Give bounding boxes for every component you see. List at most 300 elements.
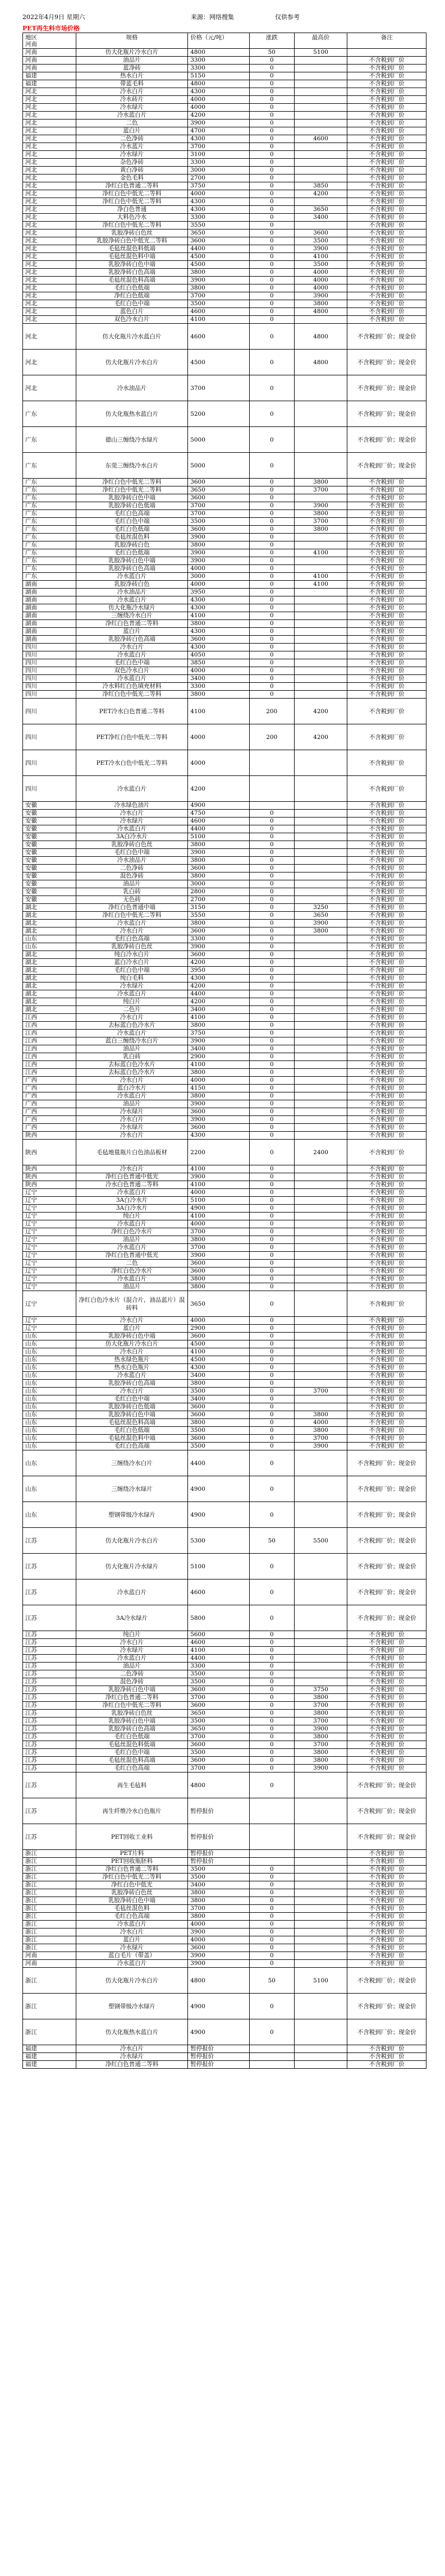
cell-remark: 不含税到厂价 [369, 1317, 405, 1324]
cell-high: 3800 [295, 479, 348, 486]
cell-change: 0 [250, 1435, 295, 1442]
cell-change: 0 [250, 1960, 295, 1967]
cell-region: 福建 [23, 2053, 76, 2060]
cell-spec: 油品片 [76, 1100, 188, 1108]
table-row [22, 1124, 426, 1132]
table-row [22, 1061, 426, 1069]
cell-remark: 不含税到厂价 [369, 1631, 405, 1638]
cell-spec: 净红白色普通二等料 [76, 1694, 188, 1701]
cell-region: 四川 [23, 776, 76, 801]
cell-price: 4600 [188, 1579, 250, 1605]
table-row [22, 581, 426, 589]
cell-region: 河北 [23, 245, 76, 252]
cell-change: 0 [250, 1395, 295, 1403]
cell-high: 3650 [295, 206, 348, 213]
cell-change: 0 [250, 541, 295, 549]
cell-high [295, 1450, 348, 1476]
cell-spec: 冷水油品片 [76, 375, 188, 401]
table-row [22, 486, 426, 494]
cell-spec: 乳胶净砖白色中端 [76, 494, 188, 502]
cell-remark: 不含税到厂价 [369, 479, 405, 485]
cell-change: 0 [250, 857, 295, 864]
cell-region: 陕西 [23, 1165, 76, 1173]
cell-high [295, 1905, 348, 1912]
cell-region: 陕西 [23, 1181, 76, 1188]
cell-spec: 冷水白片 [76, 644, 188, 651]
cell-remark: 不含税到厂价 [369, 486, 405, 493]
cell-change: 0 [250, 990, 295, 998]
cell-change: 0 [250, 557, 295, 564]
table-row [22, 1694, 426, 1702]
cell-change: 0 [250, 1372, 295, 1379]
cell-price: 4200 [188, 998, 250, 1005]
cell-remark: 不含税到厂价 [369, 80, 405, 87]
table-row [22, 143, 426, 151]
cell-price: 4800 [188, 1968, 250, 1993]
cell-remark: 不含税到厂价；现金价 [357, 1537, 416, 1544]
cell-spec: 冷水白片 [76, 1077, 188, 1084]
table-row [22, 1443, 426, 1450]
table-row [22, 1085, 426, 1092]
cell-region: 河北 [23, 159, 76, 166]
cell-high [295, 2045, 348, 2052]
cell-high [295, 1205, 348, 1212]
cell-price: 3600 [188, 494, 250, 502]
cell-high [295, 1045, 348, 1053]
cell-region: 江苏 [23, 1579, 76, 1605]
cell-remark: 不含税到厂价 [369, 1944, 405, 1951]
cell-spec: 乳胶净砖白色低端 [76, 502, 188, 509]
table-row [22, 818, 426, 825]
cell-region: 河北 [23, 143, 76, 150]
cell-region: 山东 [23, 935, 76, 943]
cell-high [295, 818, 348, 825]
cell-region: 湖北 [23, 998, 76, 1005]
cell-remark: 不含税到厂价 [369, 1702, 405, 1709]
cell-change: 0 [250, 1670, 295, 1678]
cell-remark: 不含税到厂价；现金价 [357, 2028, 416, 2036]
table-row [22, 628, 426, 636]
cell-remark: 不含税到厂价 [369, 1069, 405, 1076]
cell-spec: 冷水料红白色填充材料 [76, 683, 188, 690]
cell-region: 江苏 [23, 1639, 76, 1646]
cell-high [295, 1213, 348, 1220]
cell-price: 3900 [188, 534, 250, 541]
cell-change: 0 [250, 1411, 295, 1418]
cell-price: 3800 [188, 284, 250, 292]
cell-remark: 不含税到厂价 [369, 841, 405, 848]
cell-change: 0 [250, 1132, 295, 1139]
cell-remark: 不含税到厂价 [369, 1348, 405, 1355]
table-row [22, 1757, 426, 1765]
cell-high: 3900 [295, 502, 348, 509]
table-row [22, 104, 426, 112]
cell-spec: 净红白色中低光二等料 [76, 486, 188, 494]
cell-high [295, 1283, 348, 1291]
cell-region: 安徽 [23, 888, 76, 896]
cell-remark: 不含税到厂价 [369, 1866, 405, 1872]
table-row [22, 214, 426, 222]
cell-remark: 不含税到厂价 [369, 888, 405, 895]
cell-region: 河北 [23, 222, 76, 229]
cell-spec: 油品片 [76, 1045, 188, 1053]
table-row [22, 990, 426, 998]
table-row [22, 1395, 426, 1403]
table-row [22, 1579, 426, 1605]
cell-region: 山东 [23, 1411, 76, 1418]
cell-remark: 不含税到厂价 [369, 1014, 405, 1021]
cell-spec: 冷水白片 [76, 1928, 188, 1936]
cell-remark: 不含税到厂价 [369, 1858, 405, 1865]
reference-note: 仅供参考 [275, 13, 300, 21]
table-row [22, 1092, 426, 1100]
cell-price: 3550 [188, 222, 250, 229]
cell-region: 山东 [23, 1443, 76, 1450]
cell-region: 江苏 [23, 1824, 76, 1849]
cell-high: 4800 [295, 308, 348, 315]
cell-region: 江苏 [23, 1678, 76, 1686]
cell-high [295, 494, 348, 502]
cell-region: 辽宁 [23, 1189, 76, 1196]
cell-change: 0 [250, 1228, 295, 1236]
cell-high [295, 1268, 348, 1275]
cell-remark: 不含税到厂价 [369, 269, 405, 275]
cell-spec: 三缠绕冷水绿片 [76, 1476, 188, 1501]
table-row [22, 245, 426, 253]
cell-change: 0 [250, 1749, 295, 1756]
cell-spec: 乳胶净砖白色高端 [76, 1725, 188, 1733]
cell-spec: 冷水蓝白片 [76, 825, 188, 833]
cell-change: 0 [250, 1356, 295, 1363]
cell-change: 0 [250, 1022, 295, 1029]
cell-spec: 3A冷水绿片 [76, 1605, 188, 1631]
cell-price: 2900 [188, 1325, 250, 1332]
cell-region: 湖北 [23, 975, 76, 982]
cell-remark: 不含税到厂价 [369, 1061, 405, 1068]
cell-high [295, 1403, 348, 1411]
cell-remark: 不含税到厂价 [369, 1881, 405, 1888]
cell-region: 江西 [23, 1037, 76, 1045]
cell-remark: 不含税到厂价 [369, 1181, 405, 1188]
cell-price: 3900 [188, 1928, 250, 1936]
table-row [22, 1116, 426, 1124]
cell-high: 3800 [295, 1411, 348, 1418]
cell-remark: 不含税到厂价 [369, 1670, 405, 1677]
cell-high: 3900 [295, 1725, 348, 1733]
cell-spec: 三缠绕冷水白片 [76, 1450, 188, 1476]
cell-change: 0 [250, 1189, 295, 1196]
cell-price: 3900 [188, 557, 250, 564]
table-row [22, 943, 426, 951]
cell-region: 安徽 [23, 873, 76, 880]
cell-price: 3600 [188, 1686, 250, 1693]
cell-spec: 仿大化瓶片冷水蓝白片 [76, 324, 188, 349]
cell-remark: 不含税到厂价 [369, 1260, 405, 1266]
cell-spec: 仿大化瓶片冷水绿片 [76, 1554, 188, 1579]
table-row [22, 841, 426, 849]
cell-region: 河北 [23, 104, 76, 111]
cell-change: 0 [250, 1069, 295, 1076]
cell-remark: 不含税到厂价 [369, 175, 405, 181]
table-row [22, 865, 426, 873]
cell-spec: 油品片 [76, 1663, 188, 1670]
cell-region: 广西 [23, 1100, 76, 1108]
cell-remark: 不含税到厂价 [369, 951, 405, 958]
cell-price: 3700 [188, 292, 250, 300]
cell-region: 湖南 [23, 628, 76, 635]
cell-remark: 不含税到厂价 [369, 1340, 405, 1347]
cell-region: 浙江 [23, 1936, 76, 1944]
cell-remark: 不含税到厂价 [369, 604, 405, 611]
cell-remark: 不含税到厂价 [369, 691, 405, 697]
cell-region: 河北 [23, 316, 76, 323]
cell-change: 0 [250, 896, 295, 903]
table-row [22, 1502, 426, 1528]
cell-remark: 不含税到厂价 [369, 1372, 405, 1379]
cell-spec: 乳胶净砖白色中低光二等料 [76, 237, 188, 245]
cell-spec: PET回收工业料 [76, 1824, 188, 1849]
cell-remark: 不含税到厂价 [369, 151, 405, 158]
cell-remark: 不含税到厂价 [369, 1936, 405, 1943]
table-row [22, 927, 426, 935]
cell-change: 0 [250, 324, 295, 349]
table-row [22, 565, 426, 573]
cell-remark: 不含税到厂价 [369, 135, 405, 142]
cell-spec: 净红白色冷水片 [76, 1268, 188, 1275]
cell-high [295, 1579, 348, 1605]
table-row [22, 88, 426, 96]
cell-region: 安徽 [23, 865, 76, 872]
cell-remark: 不含税到厂价 [369, 1077, 405, 1083]
cell-spec: 毛红白色高端 [76, 935, 188, 943]
cell-spec: 冷水蓝白片 [76, 1960, 188, 1967]
cell-region: 河北 [23, 292, 76, 300]
cell-change [250, 776, 295, 801]
cell-high [295, 1053, 348, 1060]
cell-spec: 乳胶净砖白色高端 [76, 565, 188, 572]
cell-high [295, 1866, 348, 1873]
cell-spec: 东莞三缠绕冷水白片 [76, 453, 188, 478]
cell-price: 2700 [188, 896, 250, 903]
table-row [22, 120, 426, 127]
cell-spec: 毛毡丝混色料高端 [76, 277, 188, 284]
table-row [22, 1244, 426, 1252]
cell-remark: 不含税到厂价 [369, 1960, 405, 1967]
cell-change: 0 [250, 1213, 295, 1220]
cell-region: 江苏 [23, 1663, 76, 1670]
cell-price: 4100 [188, 1213, 250, 1220]
cell-change: 0 [250, 880, 295, 888]
cell-spec: 冷水白片 [76, 1165, 188, 1173]
cell-change: 0 [250, 1502, 295, 1527]
cell-remark: 不含税到厂价 [369, 1205, 405, 1211]
table-row [22, 1647, 426, 1655]
cell-price: 暂停报价 [188, 1850, 250, 1857]
cell-price: 3800 [188, 1897, 250, 1904]
cell-high: 4800 [295, 324, 348, 349]
cell-remark: 不含税到厂价；现金价 [357, 1459, 416, 1467]
cell-change: 0 [250, 80, 295, 88]
cell-change: 0 [250, 1936, 295, 1944]
cell-high [295, 541, 348, 549]
cell-price: 3800 [188, 620, 250, 627]
table-row [22, 1268, 426, 1275]
cell-change: 0 [250, 182, 295, 190]
cell-change: 0 [250, 620, 295, 627]
cell-price: 4000 [188, 1936, 250, 1944]
cell-region: 四川 [23, 683, 76, 690]
cell-price: 2200 [188, 1140, 250, 1165]
cell-change: 0 [250, 1994, 295, 2019]
cell-remark: 不含税到厂价 [369, 1647, 405, 1654]
cell-remark: 不含税到厂价 [369, 1045, 405, 1052]
table-row [22, 1419, 426, 1427]
cell-region: 江西 [23, 1053, 76, 1060]
cell-remark: 不含税到厂价 [369, 1639, 405, 1646]
cell-change: 0 [250, 245, 295, 252]
cell-price: 3800 [188, 1275, 250, 1283]
cell-remark: 不含税到厂价 [369, 198, 405, 205]
cell-high [295, 873, 348, 880]
cell-region: 河北 [23, 127, 76, 135]
table-row [22, 667, 426, 675]
table-row [22, 1605, 426, 1631]
cell-change: 0 [250, 1077, 295, 1084]
cell-remark: 不含税到厂价 [369, 825, 405, 832]
cell-price: 3900 [188, 1173, 250, 1181]
cell-remark: 不含税到厂价 [369, 880, 405, 887]
cell-high [295, 1291, 348, 1316]
cell-remark: 不含税到厂价 [369, 1388, 405, 1394]
cell-region: 湖北 [23, 1006, 76, 1013]
cell-remark: 不含税到厂价 [369, 300, 405, 307]
cell-high [295, 1952, 348, 1959]
cell-high [295, 967, 348, 974]
cell-remark: 不含税到厂价 [369, 920, 405, 926]
cell-price: 3800 [188, 1913, 250, 1920]
cell-price: 4000 [188, 1077, 250, 1084]
cell-region: 安徽 [23, 810, 76, 817]
cell-change: 0 [250, 143, 295, 150]
cell-spec: 毛毡丝混色料中端 [76, 1435, 188, 1442]
cell-price: 3500 [188, 1670, 250, 1678]
cell-high [295, 825, 348, 833]
table-row [22, 518, 426, 526]
cell-region: 广东 [23, 557, 76, 564]
cell-price: 3600 [188, 927, 250, 935]
cell-price: 4750 [188, 810, 250, 817]
table-row [22, 1291, 426, 1317]
cell-region: 河北 [23, 190, 76, 198]
table-row [22, 951, 426, 959]
cell-high: 4000 [295, 1419, 348, 1426]
cell-region: 广东 [23, 565, 76, 572]
table-row [22, 237, 426, 245]
cell-spec: 双色冷水白片 [76, 667, 188, 674]
cell-price: 3850 [188, 659, 250, 667]
cell-change: 0 [250, 1710, 295, 1717]
cell-spec: 油品片 [76, 57, 188, 64]
cell-region: 辽宁 [23, 1220, 76, 1228]
table-row [22, 2053, 426, 2061]
cell-region: 江苏 [23, 1725, 76, 1733]
cell-region: 江苏 [23, 1631, 76, 1638]
cell-remark: 不含税到厂价 [369, 1741, 405, 1748]
cell-change: 0 [250, 1388, 295, 1395]
cell-remark: 不含税到厂价 [369, 1897, 405, 1904]
cell-spec: 乳胶净砖白色高端 [76, 636, 188, 643]
cell-region: 江苏 [23, 1710, 76, 1717]
cell-spec: 冷水白片 [76, 1317, 188, 1324]
cell-spec: 黄白净砖 [76, 167, 188, 174]
cell-region: 湖南 [23, 581, 76, 588]
cell-remark: 不含税到厂价 [369, 1419, 405, 1426]
report-date: 2022年4月9日 星期六 [22, 13, 85, 21]
cell-change: 0 [250, 72, 295, 80]
cell-high [295, 1655, 348, 1662]
cell-change: 0 [250, 167, 295, 174]
cell-high [295, 1260, 348, 1267]
cell-high [295, 151, 348, 158]
cell-high [295, 935, 348, 943]
cell-spec: 冷水蓝白片 [76, 1579, 188, 1605]
cell-price: 3900 [188, 1252, 250, 1259]
cell-change: 0 [250, 1268, 295, 1275]
cell-region: 江苏 [23, 1757, 76, 1764]
cell-spec: 毛红白色高端 [76, 1913, 188, 1920]
cell-price: 3600 [188, 1124, 250, 1131]
cell-price: 3900 [188, 1037, 250, 1045]
cell-spec: 杂色净砖 [76, 159, 188, 166]
cell-change: 0 [250, 612, 295, 619]
cell-remark: 不含税到厂价 [369, 620, 405, 627]
cell-spec: 净红白色冷水片 [76, 1228, 188, 1236]
table-row [22, 96, 426, 104]
cell-change: 0 [250, 904, 295, 911]
cell-high: 4600 [295, 135, 348, 143]
cell-spec: 去标蓝白色冷水片 [76, 1061, 188, 1068]
cell-remark: 不含税到厂价 [369, 112, 405, 118]
cell-remark: 不含税到厂价 [369, 849, 405, 856]
cell-high: 3700 [295, 1435, 348, 1442]
cell-region: 河北 [23, 175, 76, 182]
cell-high [295, 620, 348, 627]
table-row [22, 375, 426, 401]
table-row [22, 604, 426, 612]
table-row [22, 49, 426, 57]
cell-remark: 不含税到厂价 [369, 1678, 405, 1685]
cell-price: 暂停报价 [188, 1824, 250, 1849]
cell-high [295, 1092, 348, 1100]
table-row [22, 1006, 426, 1014]
cell-region: 辽宁 [23, 1228, 76, 1236]
cell-high [295, 888, 348, 896]
cell-high [295, 401, 348, 426]
table-row [22, 888, 426, 896]
cell-remark: 不含税到厂价 [369, 1905, 405, 1912]
cell-price: 4100 [188, 612, 250, 619]
cell-region: 河北 [23, 182, 76, 190]
table-row [22, 1333, 426, 1340]
cell-spec: 乳胶净砖白色中端 [76, 261, 188, 268]
table-row [22, 1710, 426, 1718]
cell-spec: 蓝白片 [76, 1325, 188, 1332]
cell-region: 河北 [23, 308, 76, 315]
cell-high [295, 1116, 348, 1123]
cell-price: 3900 [188, 549, 250, 557]
cell-change: 0 [250, 636, 295, 643]
cell-remark: 不含税到厂价 [369, 518, 405, 525]
